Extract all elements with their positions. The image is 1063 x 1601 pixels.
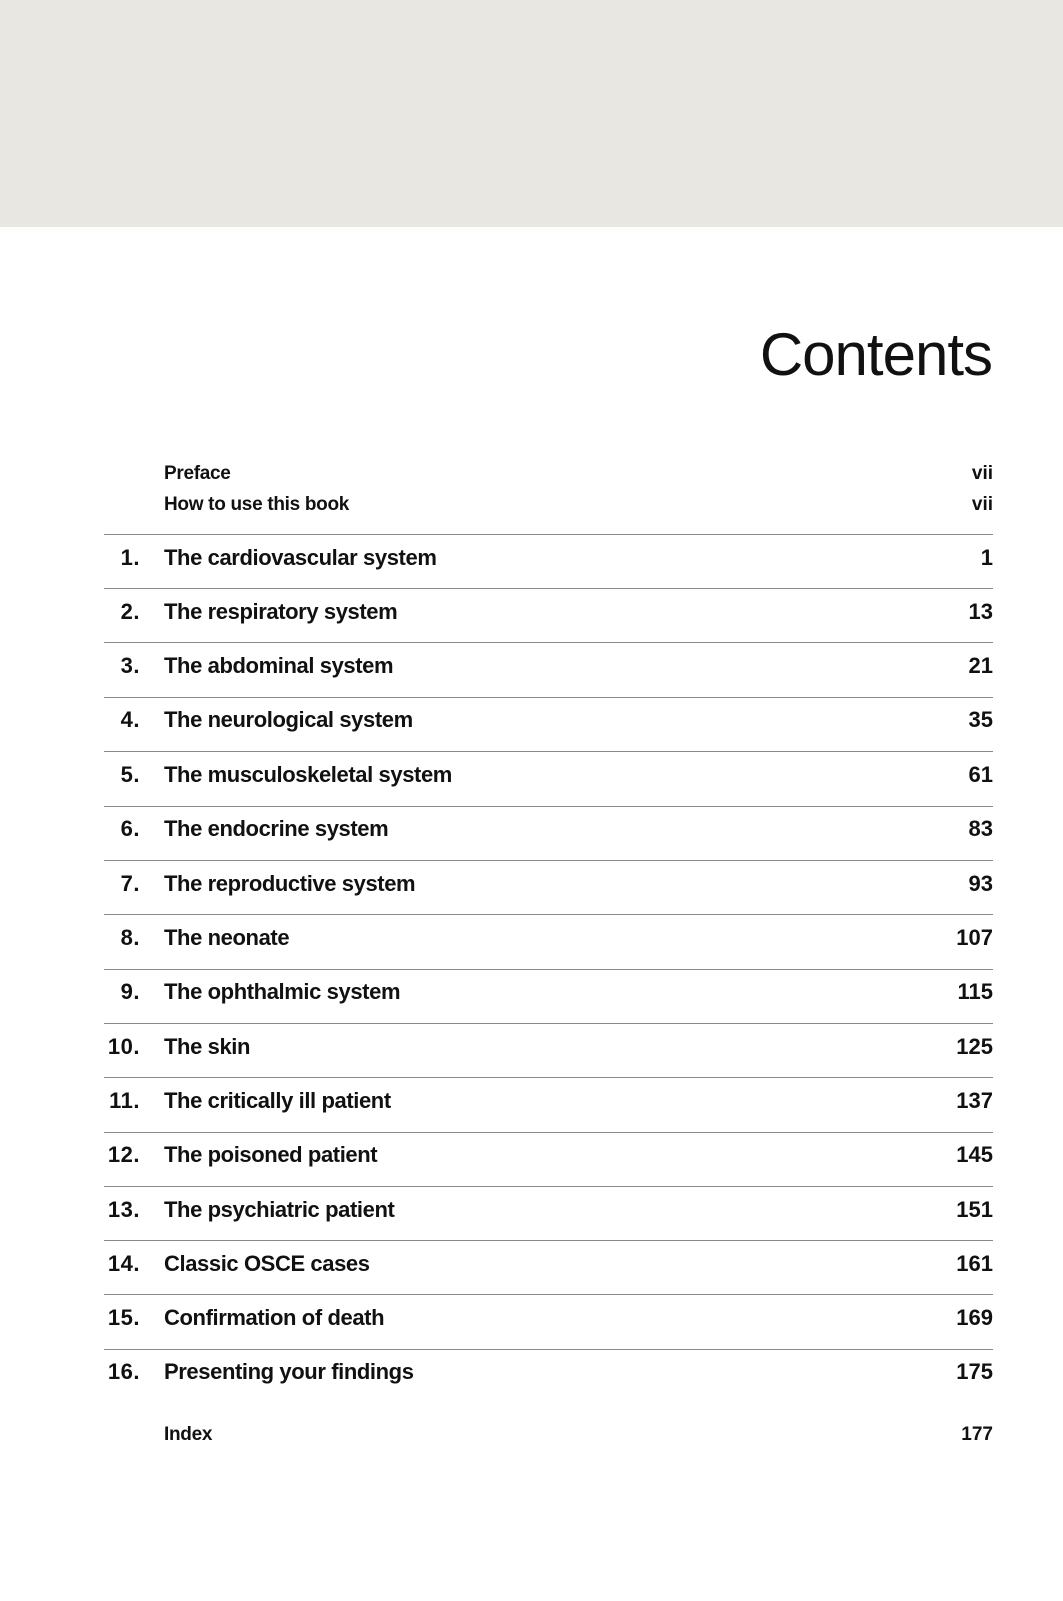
chapter-page: 175 xyxy=(956,1359,993,1384)
toc-entry-how-to-use[interactable] xyxy=(104,494,993,518)
chapter-title: The endocrine system xyxy=(164,816,389,841)
chapter-page: 61 xyxy=(968,762,993,787)
chapter-page: 1 xyxy=(980,545,993,570)
chapter-number: 9. xyxy=(120,979,140,1004)
chapter-title: Presenting your findings xyxy=(164,1359,414,1384)
toc-chapter-row[interactable] xyxy=(104,1088,993,1116)
toc-chapter-row[interactable] xyxy=(104,1305,993,1333)
chapter-page: 83 xyxy=(968,816,993,841)
chapter-title: The cardiovascular system xyxy=(164,545,437,570)
toc-entry-index[interactable] xyxy=(104,1424,993,1448)
divider xyxy=(104,969,993,970)
chapter-title: The neurological system xyxy=(164,707,413,732)
chapter-title: The musculoskeletal system xyxy=(164,762,452,787)
divider xyxy=(104,1023,993,1024)
chapter-page: 107 xyxy=(956,925,993,950)
chapter-page: 115 xyxy=(957,979,993,1004)
toc-chapter-row[interactable] xyxy=(104,871,993,899)
divider xyxy=(104,806,993,807)
divider xyxy=(104,1132,993,1133)
chapter-page: 125 xyxy=(956,1034,993,1059)
chapter-number: 15. xyxy=(107,1305,140,1330)
chapter-title: The ophthalmic system xyxy=(164,979,401,1004)
toc-entry-page: 177 xyxy=(961,1424,993,1445)
toc-chapter-row[interactable] xyxy=(104,816,993,844)
chapter-number: 8. xyxy=(120,925,140,950)
toc-chapter-row[interactable] xyxy=(104,707,993,735)
toc-entry-label: Preface xyxy=(164,463,231,484)
chapter-number: 5. xyxy=(120,762,140,787)
chapter-title: The respiratory system xyxy=(164,599,398,624)
toc-entry-preface[interactable] xyxy=(104,463,993,487)
toc-chapter-row[interactable] xyxy=(104,1197,993,1225)
divider xyxy=(104,860,993,861)
toc-chapter-row[interactable] xyxy=(104,599,993,627)
toc-entry-page: vii xyxy=(971,463,993,484)
chapter-title: The poisoned patient xyxy=(164,1142,378,1167)
toc-chapter-row[interactable] xyxy=(104,762,993,790)
page-title: Contents xyxy=(759,321,992,389)
chapter-title: The psychiatric patient xyxy=(164,1197,395,1222)
chapter-number: 12. xyxy=(107,1142,140,1167)
divider xyxy=(104,751,993,752)
toc-entry-label: How to use this book xyxy=(164,494,350,515)
toc-chapter-row[interactable] xyxy=(104,1142,993,1170)
chapter-title: The critically ill patient xyxy=(164,1088,391,1113)
header-band xyxy=(0,0,1063,227)
chapter-title: Confirmation of death xyxy=(164,1305,385,1330)
toc-entry-label: Index xyxy=(164,1424,213,1445)
chapter-number: 14. xyxy=(107,1251,140,1276)
toc-chapter-row[interactable] xyxy=(104,979,993,1007)
divider xyxy=(104,1077,993,1078)
chapter-number: 2. xyxy=(120,599,140,624)
chapter-number: 7. xyxy=(120,871,140,896)
divider xyxy=(104,914,993,915)
toc-chapter-row[interactable] xyxy=(104,925,993,953)
chapter-page: 93 xyxy=(968,871,993,896)
chapter-title: The abdominal system xyxy=(164,653,394,678)
divider xyxy=(104,588,993,589)
chapter-page: 137 xyxy=(956,1088,993,1113)
chapter-page: 161 xyxy=(956,1251,993,1276)
chapter-number: 1. xyxy=(120,545,140,570)
divider xyxy=(104,534,993,535)
toc-chapter-row[interactable] xyxy=(104,545,993,573)
divider xyxy=(104,642,993,643)
chapter-number: 6. xyxy=(120,816,140,841)
toc-chapter-row[interactable] xyxy=(104,1359,993,1387)
divider xyxy=(104,1186,993,1187)
chapter-number: 13. xyxy=(107,1197,140,1222)
chapter-page: 151 xyxy=(956,1197,993,1222)
divider xyxy=(104,1294,993,1295)
chapter-page: 145 xyxy=(956,1142,993,1167)
toc-entry-page: vii xyxy=(971,494,993,515)
chapter-title: The reproductive system xyxy=(164,871,416,896)
chapter-title: The neonate xyxy=(164,925,290,950)
toc-chapter-row[interactable] xyxy=(104,653,993,681)
chapter-page: 13 xyxy=(968,599,993,624)
chapter-number: 4. xyxy=(120,707,140,732)
toc-chapter-row[interactable] xyxy=(104,1034,993,1062)
chapter-number: 10. xyxy=(107,1034,140,1059)
chapter-title: Classic OSCE cases xyxy=(164,1251,370,1276)
chapter-number: 3. xyxy=(120,653,140,678)
chapter-page: 21 xyxy=(968,653,993,678)
divider xyxy=(104,697,993,698)
chapter-number: 11. xyxy=(109,1088,140,1113)
chapter-title: The skin xyxy=(164,1034,251,1059)
chapter-page: 35 xyxy=(968,707,993,732)
chapter-number: 16. xyxy=(107,1359,140,1384)
toc-chapter-row[interactable] xyxy=(104,1251,993,1279)
divider xyxy=(104,1349,993,1350)
chapter-page: 169 xyxy=(956,1305,993,1330)
divider xyxy=(104,1240,993,1241)
